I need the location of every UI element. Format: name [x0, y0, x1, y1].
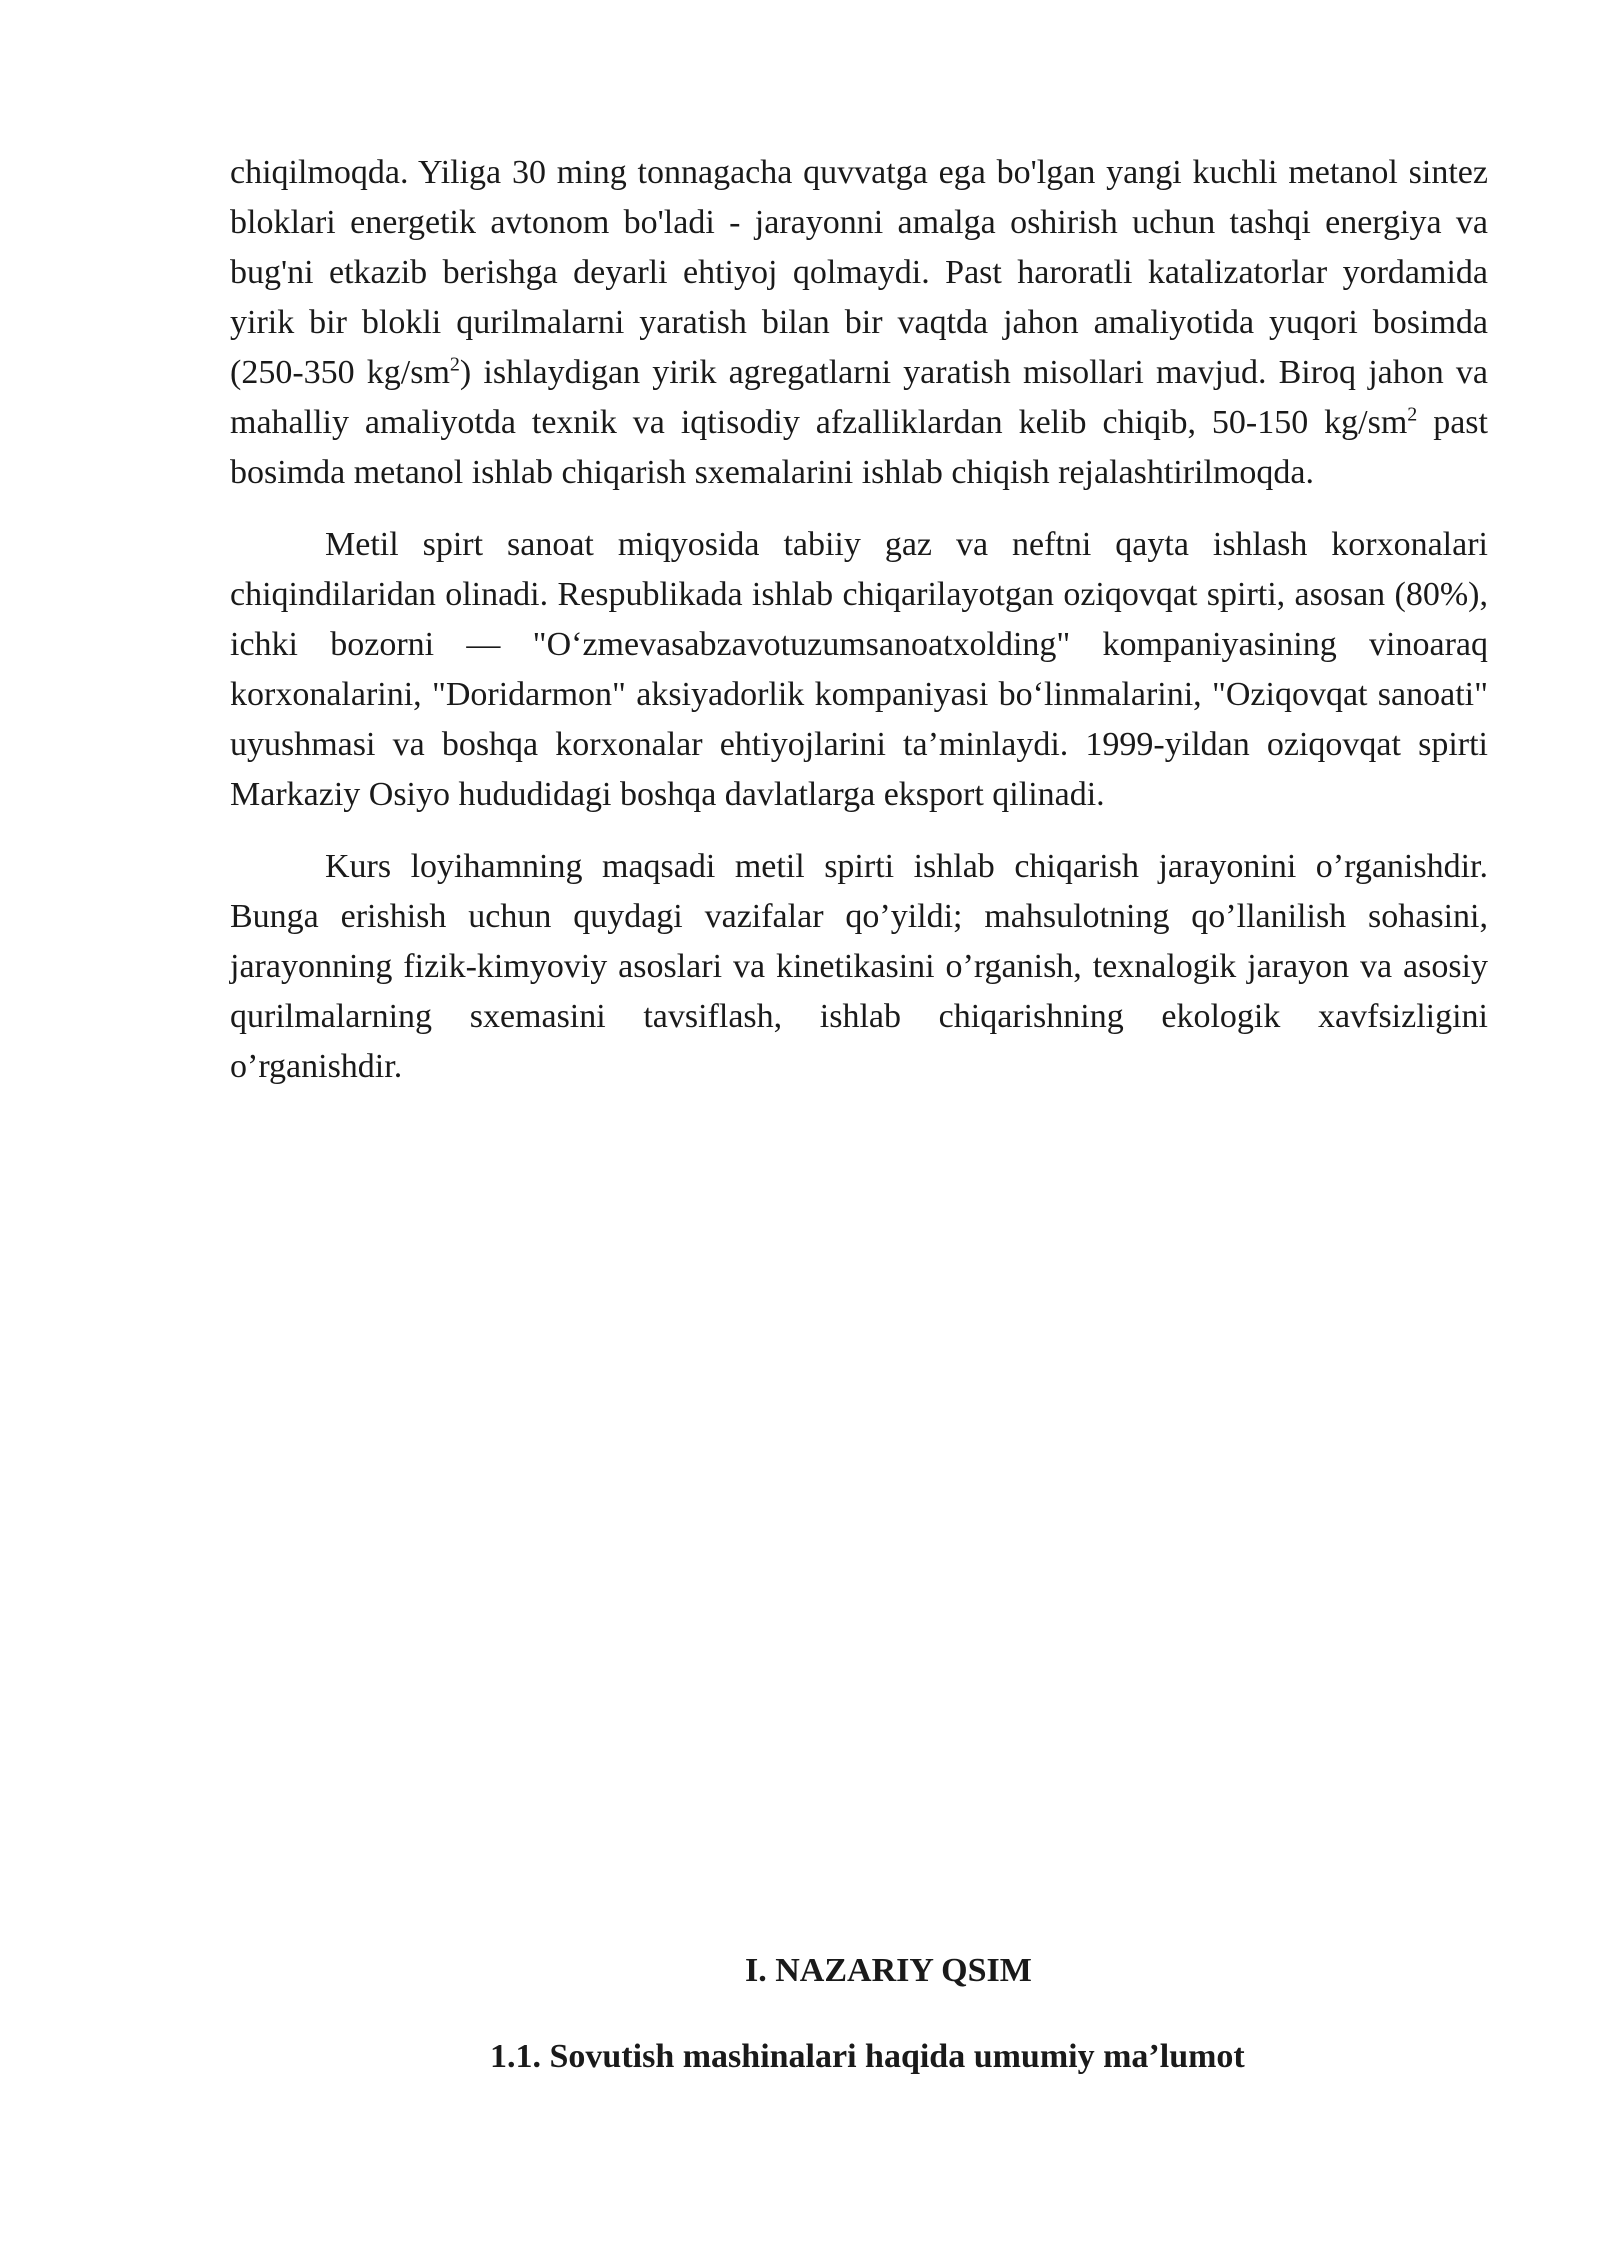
- body-text: [230, 148, 1488, 1114]
- paragraph-methanol-synthesis: [230, 148, 1488, 498]
- paragraph-course-goal: Kurs loyihamning maqsadi metil spirti ishlab chiqarish jarayonini o’rganishdir. Bunga erishish uchun quydagi vazifalar qo’yildi; mahsulotning qo’llanilish sohasini, jarayonning fizik-kimyoviy asoslari va kinetikasini o’rganish, texnalogik jarayon va asosiy qurilmalarning sxemasini tavsiflash, ishlab chiqarishning ekologik xavfsizligini o’rganishdir.: [230, 848, 1488, 1085]
- subsection-heading: 1.1. Sovutish mashinalari haqida umumiy ma’lumot: [490, 2038, 1245, 2075]
- paragraph-text: ) ishlaydigan yirik agregatlarni yaratish misollari mavjud. Biroq jahon va mahalliy amaliyotda texnik va iqtisodiy afzalliklardan kelib chiqib, 50-150 kg/sm: [230, 354, 1488, 441]
- paragraph-methyl-spirit: Metil spirt sanoat miqyosida tabiiy gaz va neftni qayta ishlash korxonalari chiqindilaridan olinadi. Respublikada ishlab chiqarilayotgan oziqovqat spirti, asosan (80%), ichki bozorni — "O‘zmevasabzavotuzumsanoatxolding" kompaniyasining vinoaraq korxonalarini, "Doridarmon" aksiyadorlik kompaniyasi bo‘linmalarini, "Oziqovqat sanoati" uyushmasi va boshqa korxonalar ehtiyojlarini ta’minlaydi. 1999-yildan oziqovqat spirti Markaziy Osiyo hududidagi boshqa davlatlarga eksport qilinadi.: [230, 526, 1488, 813]
- paragraph-text: past bosimda metanol ishlab chiqarish sxemalarini ishlab chiqish rejalashtirilmoqda.: [230, 404, 1488, 491]
- paragraph-text: chiqilmoqda. Yiliga 30 ming tonnagacha quvvatga ega bo'lgan yangi kuchli metanol sintez bloklari energetik avtonom bo'ladi - jarayonni amalga oshirish uchun tashqi energiya va bug'ni etkazib berishga deyarli ehtiyoj qolmaydi. Past haroratli katalizatorlar yordamida yirik bir blokli qurilmalarni yaratish bilan bir vaqtda jahon amaliyotida yuqori bosimda (250-350 kg/sm: [230, 154, 1488, 391]
- superscript: 2: [1407, 403, 1418, 426]
- superscript: 2: [449, 353, 460, 376]
- section-heading: I. NAZARIY QSIM: [745, 1952, 1032, 1989]
